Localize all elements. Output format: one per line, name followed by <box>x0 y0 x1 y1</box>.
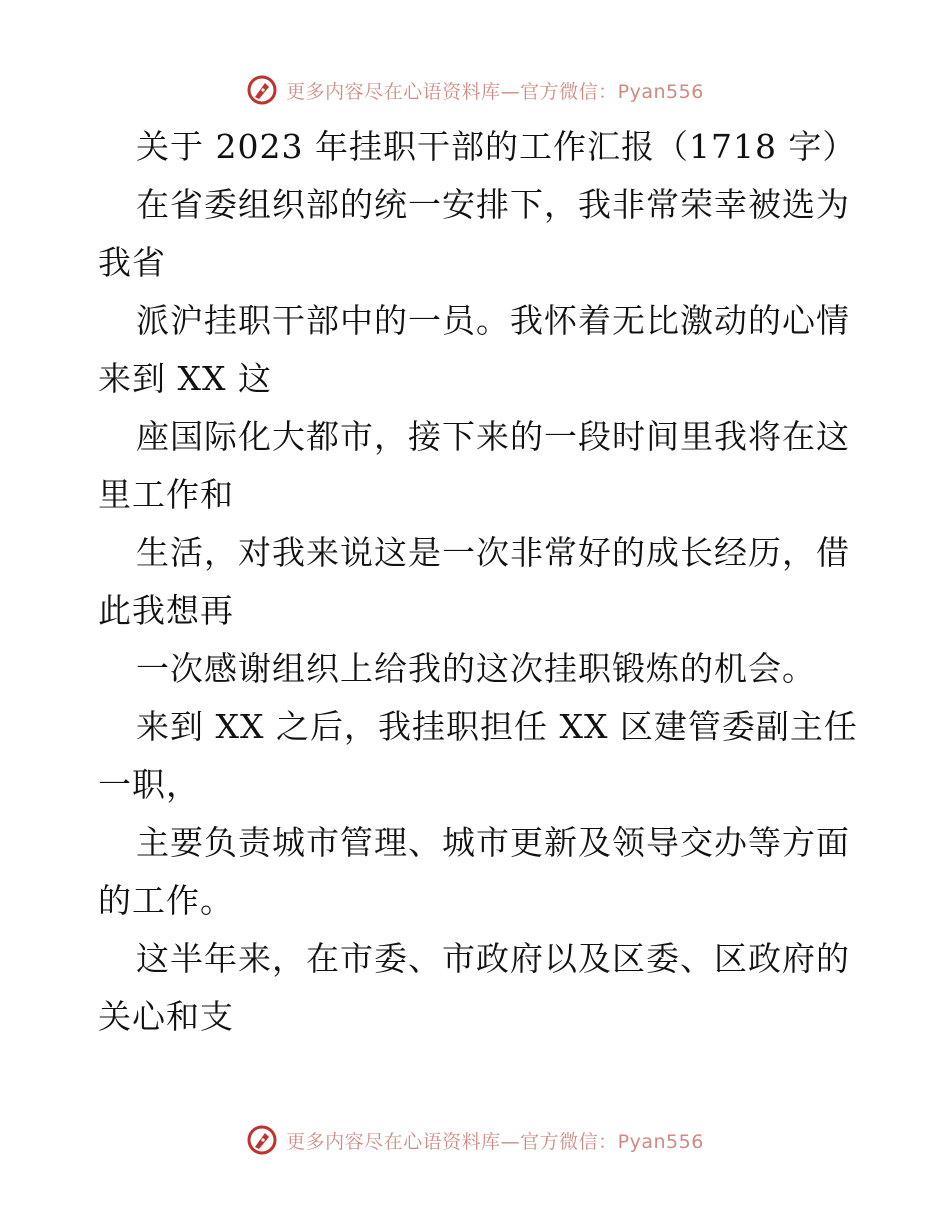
document-title: 关于 2023 年挂职干部的工作汇报（1718 字） <box>136 127 857 166</box>
header-watermark <box>0 70 950 110</box>
paragraph-line: 派沪挂职干部中的一员。我怀着无比激动的心情 <box>136 301 850 340</box>
paragraph-line: 座国际化大都市，接下来的一段时间里我将在这 <box>136 417 850 456</box>
watermark-text: 更多内容尽在心语资料库—官方微信：Pyan556 <box>286 80 704 103</box>
paragraph-line: 我省 <box>98 243 166 282</box>
paragraph-line: 主要负责城市管理、城市更新及领导交办等方面 <box>136 823 850 862</box>
watermark-text: 更多内容尽在心语资料库—官方微信：Pyan556 <box>286 1130 704 1153</box>
paragraph-line: 在省委组织部的统一安排下，我非常荣幸被选为 <box>136 185 850 224</box>
paragraph-line: 一次感谢组织上给我的这次挂职锻炼的机会。 <box>136 649 816 688</box>
pen-nib-seal-icon <box>246 74 278 106</box>
paragraph-line: 此我想再 <box>98 591 234 630</box>
paragraph-line: 里工作和 <box>98 475 234 514</box>
paragraph-line: 的工作。 <box>98 881 234 920</box>
paragraph-line: 关心和支 <box>98 997 234 1036</box>
paragraph-line: 来到 XX 这 <box>98 359 272 398</box>
footer-watermark <box>0 1120 950 1160</box>
paragraph-line: 来到 XX 之后，我挂职担任 XX 区建管委副主任 <box>136 707 858 746</box>
pen-nib-seal-icon <box>246 1124 278 1156</box>
paragraph-line: 一职， <box>98 765 200 804</box>
paragraph-line: 生活，对我来说这是一次非常好的成长经历，借 <box>136 533 850 572</box>
document-body <box>98 118 858 1046</box>
paragraph-line: 这半年来，在市委、市政府以及区委、区政府的 <box>136 939 850 978</box>
